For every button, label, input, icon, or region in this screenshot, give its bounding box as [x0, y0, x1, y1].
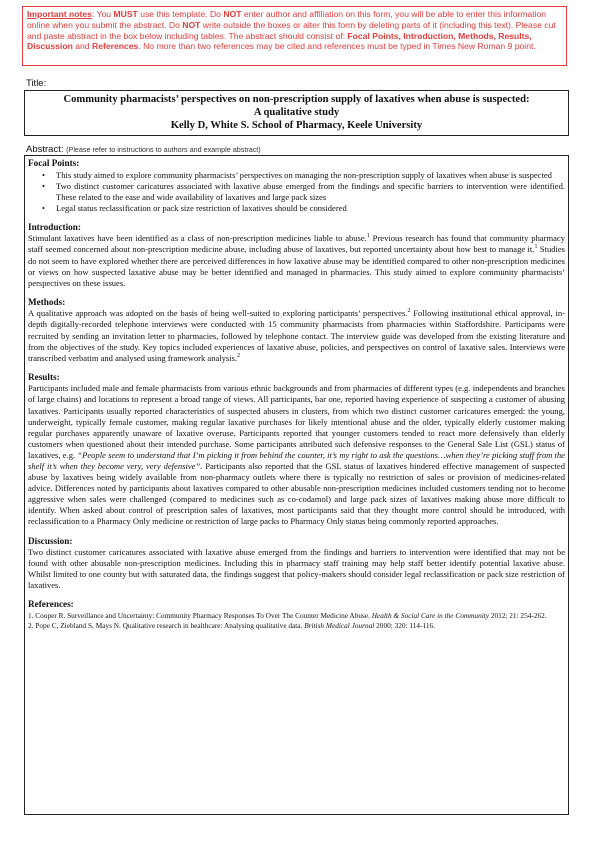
- notes-label: Important notes: [27, 9, 92, 19]
- references-heading: References:: [28, 599, 74, 610]
- notes-not: NOT: [182, 19, 201, 30]
- discussion-text: Two distinct customer caricatures associated with laxative abuse emerged from the findings and barriers to intervention were identified that may not be found with other abusable non-prescription medicines. Including this in pharmacy staff training may help staff better identify potential laxative abuse. Whilst limited to one county but with saturated data, the findings suggest that policy-makers should consider legal reclassification or pack size restriction of laxatives.: [28, 547, 565, 591]
- reference-list: [28, 611, 565, 630]
- results-quote: “People seem to understand that I’m picking it from behind the counter, it’s my right to ask the questions…when they’re picking stuff from the shelf it’s when they become very, very defensive”: [28, 449, 565, 471]
- notes-references: References: [91, 41, 139, 52]
- notes-text: . No more than two references may be cited and references must be typed in Times New Roman 9 point.: [138, 41, 536, 52]
- abstract-hint: (Please refer to instructions to authors and example abstract): [66, 145, 261, 154]
- notes-text: : You: [91, 9, 114, 19]
- focal-point: • Legal status reclassification or pack size restriction of laxatives should be considered: [56, 203, 565, 214]
- title-line-1: Community pharmacists’ perspectives on non-prescription supply of laxatives when abuse is suspected:: [63, 94, 530, 105]
- results-text: Participants included male and female pharmacists from various ethnic backgrounds and from pharmacies of different types (e.g. independents and branches of large chains) and locations to represent a broad range of views. All participants, bar one, reported having experience of suspecting a customer of abusing laxatives. Participants usually reported characteristics of suspected abusers in clusters, from which two distinct customer caricatures emerged: the young, underweight, typically female customer, making regular laxative purchases for likely intentional abuse and the older, typically elderly customer making regular purchases apparently unaware of laxative overuse. Participants reported that younger customers tended to react more defensively than elderly customers when questioned about their intended purchase. Some participants attributed such defensive responses to the General Sale List (GSL) status of laxatives, e.g. “People seem to understand that I’m picking it from behind the counter, it’s my right to ask the questions…when they’re picking stuff from the shelf it’s when they become very, very defensive”. Participants also reported that the GSL status of laxatives hindered effective management of suspected abuse by laxatives being widely available from non-pharmacy outlets where there is typically no restriction of sales or provision of medicines-related advice. Differences noted by participants about laxatives compared to other abusable non-prescription medicines included customers tending not to become aggressive when sales were challenged (compared to medicines such as co-codamol) and large pack sizes of laxatives making abuse more difficult to identify. When asked about control of prescription sales of laxatives, most participants said that they thought more control should be introduced, with reclassification to a Pharmacy Only medicine or restriction of large packs to Pharmacy Only status being commonly reported approaches.: [28, 383, 565, 527]
- methods-heading: Methods:: [28, 296, 66, 307]
- notes-text: write outside the boxes or alter this form by deleting parts of it (including this text). Please cut and paste abstract in the box below including tables. The abstract should consist of:: [27, 19, 556, 41]
- focal-points-heading: Focal Points:: [28, 158, 80, 168]
- title-line-2: A qualitative study: [253, 107, 340, 118]
- introduction-heading: Introduction:: [28, 221, 81, 232]
- results-heading: Results:: [28, 371, 60, 382]
- focal-point: • This study aimed to explore community pharmacists’ perspectives on managing the non-prescription supply of laxatives when abuse is suspected: [56, 170, 565, 181]
- focal-points-list: [28, 170, 565, 214]
- title-authors: Kelly D, White S. School of Pharmacy, Keele University: [170, 120, 423, 131]
- focal-point: • Two distinct customer caricatures associated with laxative abuse emerged from the findings and specific barriers to intervention were identified. These related to the ease and wide availability of laxatives and large pack sizes: [56, 181, 565, 203]
- abstract-label: Abstract:: [26, 144, 64, 155]
- notes-sections: Focal Points, Introduction, Methods, Results, Discussion: [27, 30, 532, 52]
- notes-must: MUST: [113, 9, 138, 19]
- introduction-text: Stimulant laxatives have been identified as a class of non-prescription medicines liable to abuse.$^1$ Previous research has found that community pharmacy staff seemed concerned about non-prescription medicine abuse, including abuse of laxatives, but reported uncertainty about how best to manage it.$^1$ Studies do not seem to have explored whether there are perceived differences in how laxative abuse may be identified compared to other non-prescription medicines or views on how suspected laxative abuse may be better identified and managed in pharmacies. This study aimed to explore community pharmacists’ perspectives on these issues.: [28, 233, 565, 288]
- abstract-box[interactable]: [24, 155, 569, 815]
- reference-item: 1. Cooper R. Surveillance and Uncertainty: Community Pharmacy Responses To Over The Counter Medicine Abuse. Health & Social Care in the Community 2012; 21: 254-262.: [28, 610, 547, 620]
- title-label: Title:: [26, 78, 47, 89]
- important-notes-box: [22, 6, 567, 66]
- reference-item: 2. Pope C, Ziebland S, Mays N. Qualitative research in healthcare: Analysing qualitative data. British Medical Journal 2000; 320: 114-116.: [28, 620, 435, 630]
- discussion-heading: Discussion:: [28, 535, 73, 546]
- abstract-label-row: [26, 144, 261, 155]
- notes-text: and: [72, 41, 92, 52]
- notes-text: use this template. Do: [137, 9, 224, 19]
- notes-text: enter author and affiliation on this form, you will be able to enter this information online when you submit the abstract. Do: [27, 9, 547, 30]
- notes-not: NOT: [223, 9, 242, 19]
- methods-text: A qualitative approach was adopted on the basis of being well-suited to exploring participants’ perspectives.$^2$ Following institutional ethical approval, in-depth digitally-recorded telephone interviews were conducted with 15 community pharmacists from pharmacies within Staffordshire. Participants were recruited by sending an invitation letter to pharmacies, followed by telephone contact. The interview guide was developed from the existing literature and from the objectives of the study. Key topics included experiences of laxative abuse, policies, and perspectives on control of laxative sales. Interviews were transcribed verbatim and analysed using framework analysis.$^2$: [28, 308, 565, 363]
- title-box[interactable]: [24, 90, 569, 136]
